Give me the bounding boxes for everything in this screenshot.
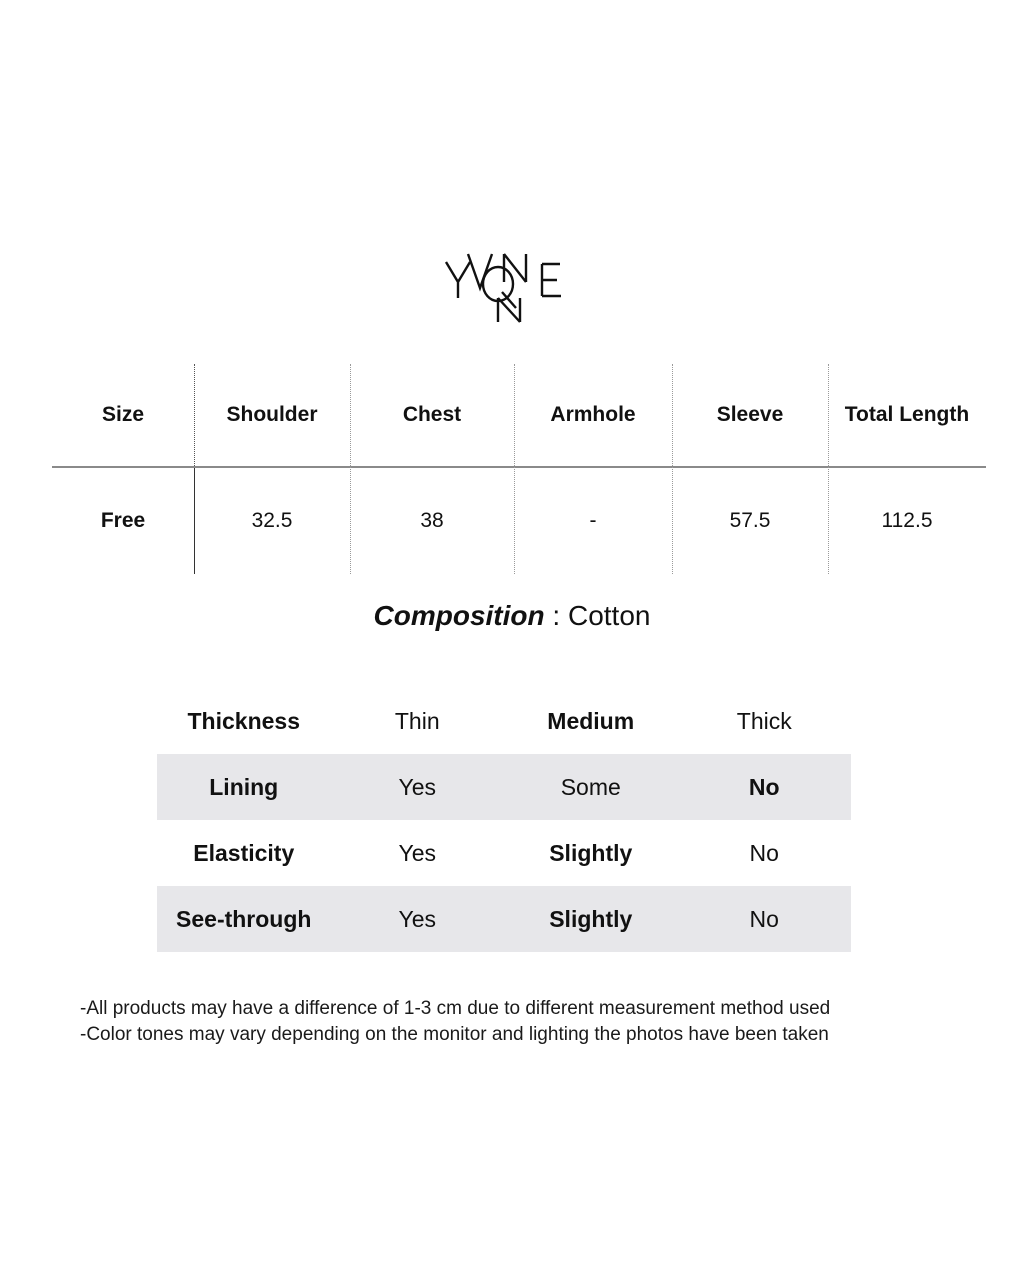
size-table [52, 364, 986, 574]
elasticity-option-no: No [749, 839, 779, 866]
size-free-label: Free [100, 509, 146, 532]
see-through-label: See-through [176, 905, 312, 932]
elasticity-option-slightly: Slightly [549, 839, 633, 866]
column-divider [672, 364, 673, 574]
see-through-option-yes: Yes [398, 905, 437, 932]
header-shoulder: Shoulder [226, 403, 318, 426]
column-divider [194, 468, 195, 574]
thickness-option-thick: Thick [736, 707, 792, 734]
composition-line [0, 600, 1024, 632]
elasticity-row [157, 820, 851, 886]
fabric-properties-table [157, 688, 851, 952]
size-table-header [52, 364, 986, 466]
brand-logo [442, 248, 566, 328]
lining-option-some: Some [560, 773, 621, 800]
thickness-row [157, 688, 851, 754]
header-size: Size [101, 403, 145, 426]
column-divider [350, 364, 351, 574]
thickness-label: Thickness [187, 707, 300, 734]
header-total-length: Total Length [844, 403, 970, 426]
note-color: -Color tones may vary depending on the monitor and lighting the photos have been taken [80, 1024, 829, 1045]
column-divider [828, 364, 829, 574]
disclaimer-notes [80, 996, 960, 1048]
elasticity-label: Elasticity [193, 839, 295, 866]
column-divider [514, 364, 515, 574]
see-through-option-no: No [749, 905, 779, 932]
thickness-option-medium: Medium [547, 707, 635, 734]
lining-row [157, 754, 851, 820]
composition-label: Composition [373, 600, 545, 631]
note-measurement: -All products may have a difference of 1-3 cm due to different measurement method used [80, 998, 831, 1019]
composition-separator: : [544, 600, 568, 631]
yvonne-monogram-logo [442, 248, 566, 328]
lining-label: Lining [209, 773, 279, 800]
armhole-value: - [589, 509, 597, 532]
lining-option-yes: Yes [398, 773, 437, 800]
thickness-option-thin: Thin [394, 707, 440, 734]
see-through-option-slightly: Slightly [549, 905, 633, 932]
elasticity-option-yes: Yes [398, 839, 437, 866]
lining-option-no: No [748, 773, 780, 800]
chest-value: 38 [420, 509, 444, 532]
header-armhole: Armhole [550, 403, 636, 426]
total-length-value: 112.5 [881, 509, 933, 532]
header-chest: Chest [402, 403, 462, 426]
header-sleeve: Sleeve [716, 403, 784, 426]
shoulder-value: 32.5 [251, 509, 293, 532]
column-divider [194, 364, 195, 466]
table-row [52, 468, 986, 574]
see-through-row [157, 886, 851, 952]
sleeve-value: 57.5 [729, 509, 771, 532]
composition-value: Cotton [567, 600, 651, 631]
